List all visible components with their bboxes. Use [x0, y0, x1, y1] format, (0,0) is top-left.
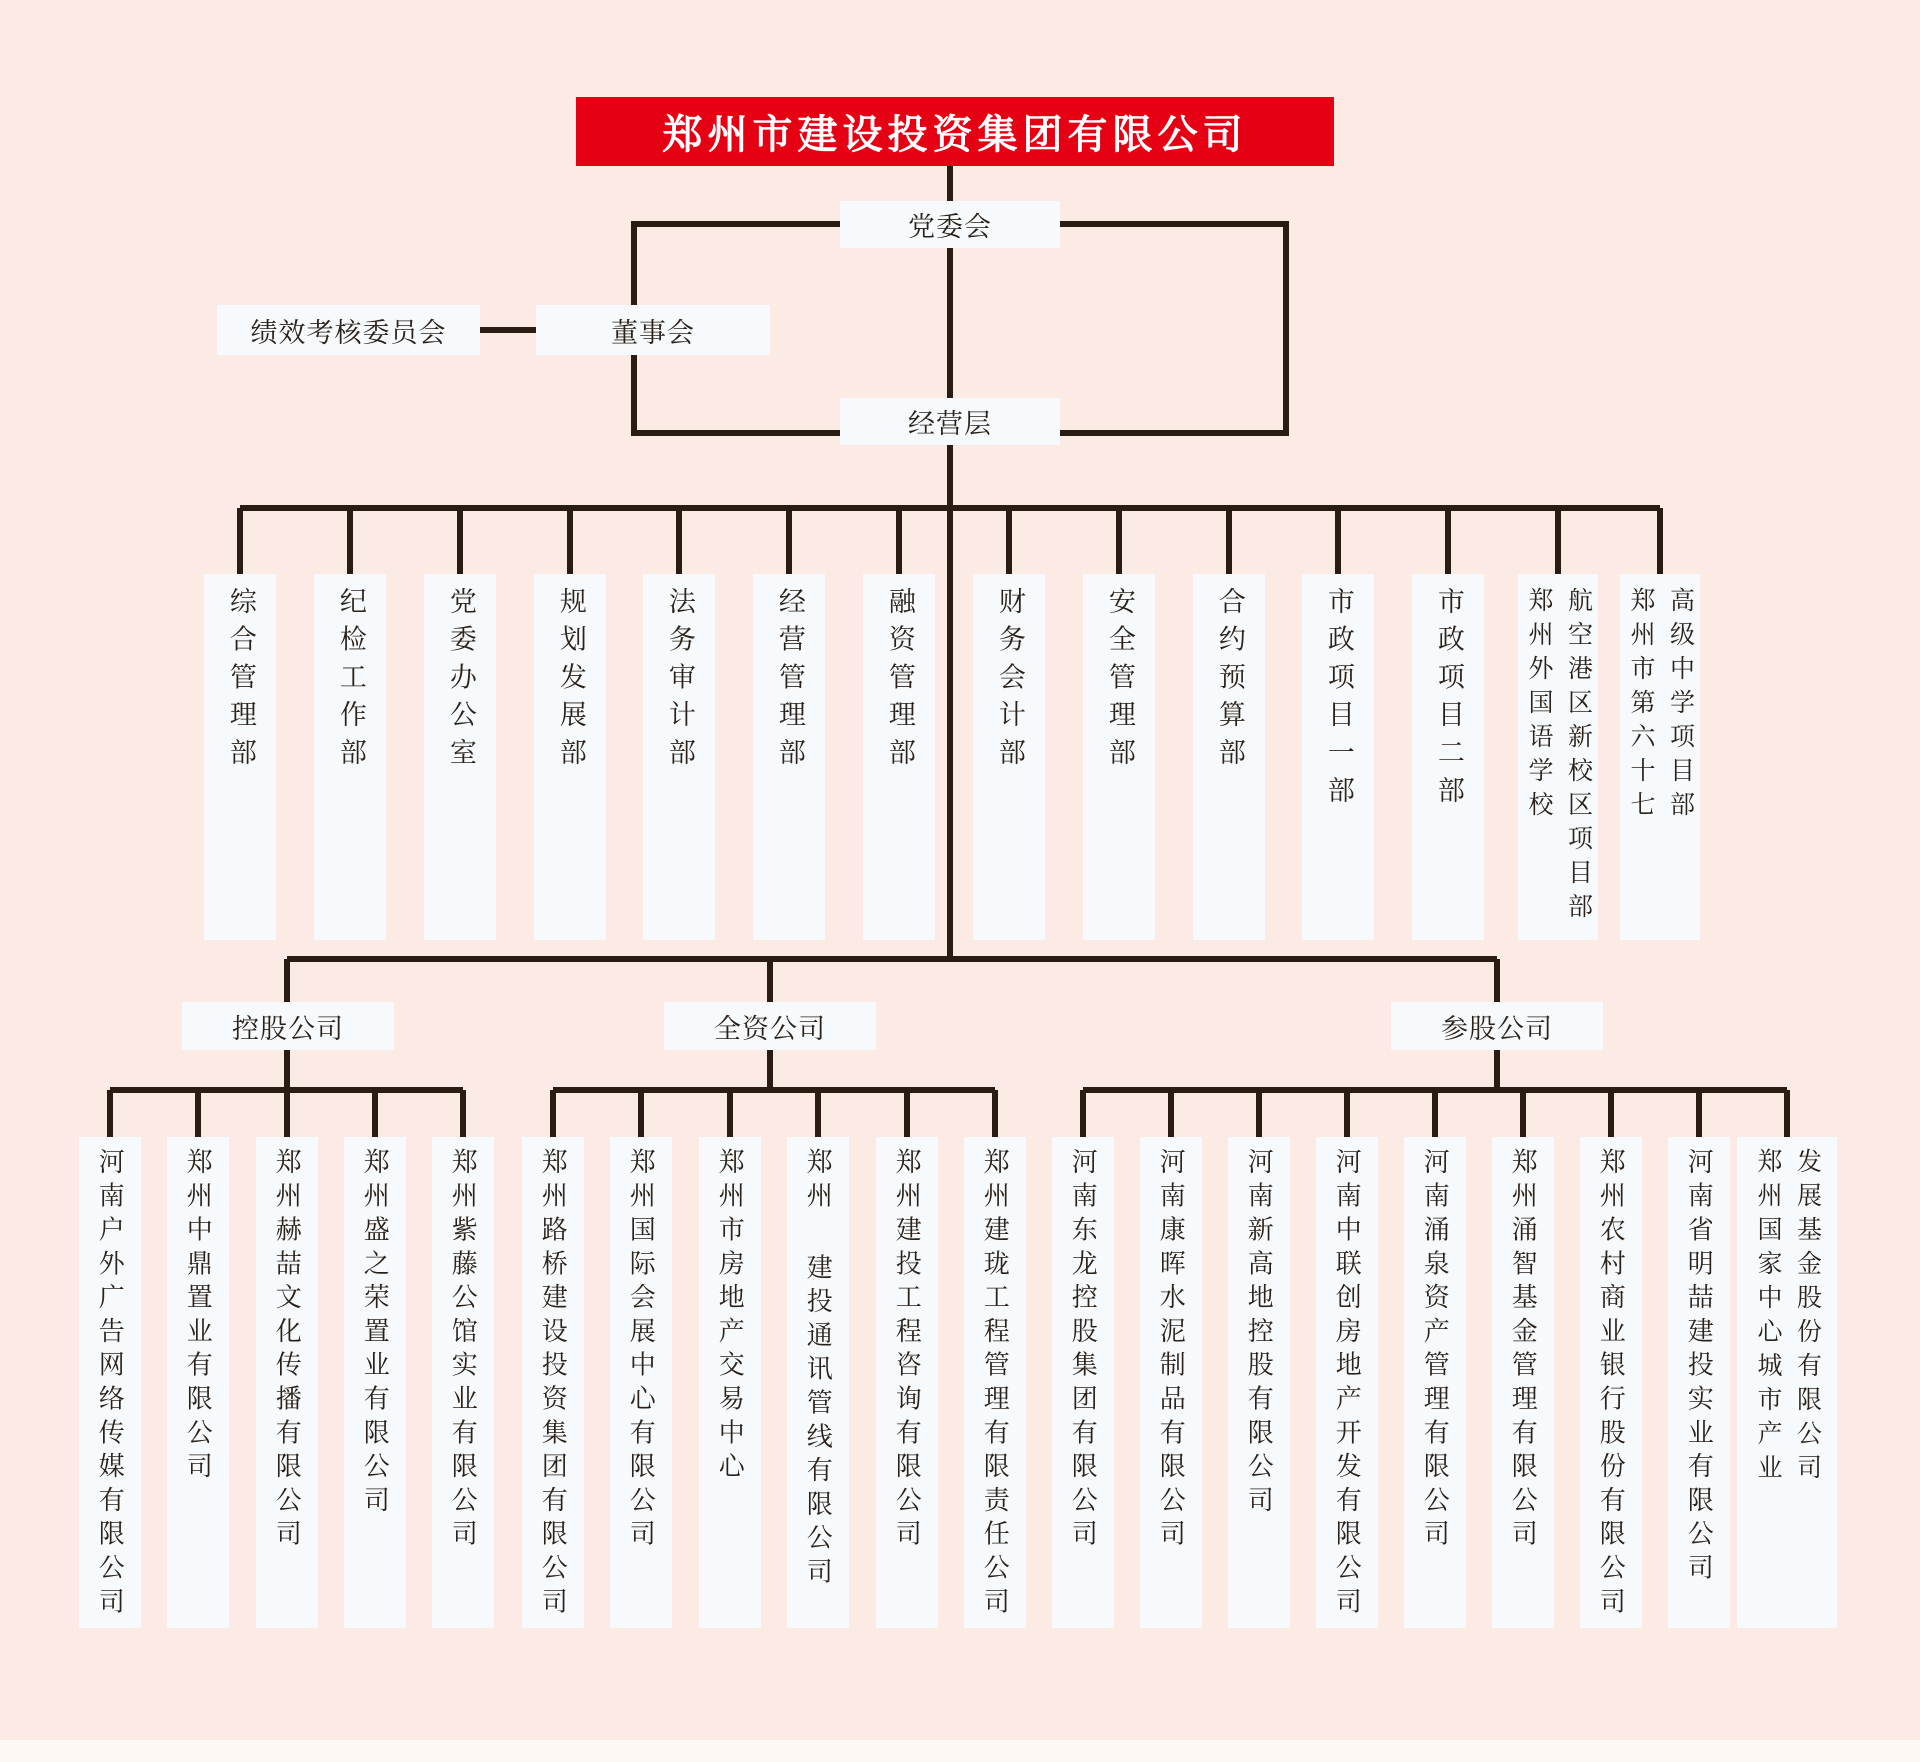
party-committee-label: 党委会 — [908, 212, 992, 242]
department-label: 规划发展部 — [555, 587, 586, 776]
wholly-owned-company-node-6 — [964, 1137, 1026, 1628]
wholly-owned-company-node-5 — [876, 1137, 938, 1628]
department-label: 合约预算部 — [1214, 587, 1245, 776]
holding-company-node-3 — [256, 1137, 318, 1628]
department-node-7 — [863, 574, 935, 940]
equity-company-node-8 — [1668, 1137, 1730, 1628]
company-label: 河南省明喆建投实业有限公司 — [1684, 1148, 1715, 1588]
holding-company-node-1 — [79, 1137, 141, 1628]
board-label: 董事会 — [611, 317, 695, 348]
department-label: 安全管理部 — [1104, 587, 1135, 776]
node-management — [840, 398, 1060, 445]
equity-company-node-7 — [1580, 1137, 1642, 1628]
group-label: 控股公司 — [232, 1013, 344, 1044]
department-label: 市政项目一部 — [1323, 587, 1354, 814]
company-label: 河南康晖水泥制品有限公司 — [1156, 1148, 1187, 1554]
company-label: 河南中联创房地产开发有限公司 — [1332, 1148, 1363, 1622]
performance-committee-label: 绩效考核委员会 — [250, 317, 447, 348]
company-label: 郑州国家中心城市产业 — [1754, 1148, 1782, 1488]
root-banner-label: 郑州市建设投资集团有限公司 — [662, 113, 1248, 157]
company-label: 郑州国际会展中心有限公司 — [626, 1148, 657, 1554]
equity-company-node-1 — [1052, 1137, 1114, 1628]
wholly-owned-company-node-2 — [610, 1137, 672, 1628]
equity-company-node-9 — [1737, 1137, 1837, 1628]
department-node-1 — [204, 574, 276, 940]
holding-company-node-2 — [167, 1137, 229, 1628]
group-label-holding — [182, 1002, 394, 1050]
company-label: 郑州农村商业银行股份有限公司 — [1596, 1148, 1627, 1622]
department-node-4 — [534, 574, 606, 940]
department-label: 法务审计部 — [664, 587, 695, 776]
department-label: 经营管理部 — [774, 587, 805, 776]
department-node-5 — [643, 574, 715, 940]
holding-company-node-5 — [432, 1137, 494, 1628]
node-party-committee — [840, 201, 1060, 248]
equity-company-node-4 — [1316, 1137, 1378, 1628]
company-label: 郑州路桥建设投资集团有限公司 — [538, 1148, 569, 1622]
company-label: 河南涌泉资产管理有限公司 — [1420, 1148, 1451, 1554]
company-label: 河南新高地控股有限公司 — [1244, 1148, 1275, 1520]
management-label: 经营层 — [908, 409, 992, 439]
company-label: 郑州涌智基金管理有限公司 — [1508, 1148, 1539, 1554]
department-label: 郑州外国语学校 — [1525, 587, 1553, 825]
node-board — [536, 305, 770, 355]
department-node-2 — [314, 574, 386, 940]
department-label: 财务会计部 — [994, 587, 1025, 776]
company-label: 郑州赫喆文化传播有限公司 — [272, 1148, 303, 1554]
group-label: 参股公司 — [1441, 1013, 1553, 1044]
company-label: 河南户外广告网络传媒有限公司 — [95, 1148, 126, 1622]
department-node-10 — [1193, 574, 1265, 940]
department-node-12 — [1412, 574, 1484, 940]
equity-company-node-5 — [1404, 1137, 1466, 1628]
department-node-9 — [1083, 574, 1155, 940]
group-label-wholly-owned — [664, 1002, 876, 1050]
group-stub-lines — [287, 959, 1497, 1090]
group-label-equity — [1391, 1002, 1603, 1050]
department-label: 高级中学项目部 — [1666, 587, 1695, 825]
company-label: 河南东龙控股集团有限公司 — [1068, 1148, 1099, 1554]
wholly-owned-company-node-1 — [522, 1137, 584, 1628]
department-label: 党委办公室 — [445, 587, 476, 776]
company-label: 郑州建投工程咨询有限公司 — [892, 1148, 923, 1554]
department-node-11 — [1302, 574, 1374, 940]
department-node-6 — [753, 574, 825, 940]
department-label: 航空港区新校区项目部 — [1564, 587, 1593, 927]
equity-company-node-2 — [1140, 1137, 1202, 1628]
holding-company-node-4 — [344, 1137, 406, 1628]
department-label: 市政项目二部 — [1433, 587, 1464, 814]
company-label: 郑州紫藤公馆实业有限公司 — [448, 1148, 479, 1554]
company-label: 郑州中鼎置业有限公司 — [183, 1148, 214, 1486]
company-label: 郑州建珑工程管理有限责任公司 — [980, 1148, 1011, 1622]
equity-company-node-3 — [1228, 1137, 1290, 1628]
department-node-13 — [1518, 574, 1598, 940]
department-node-14 — [1620, 574, 1700, 940]
wholly-owned-company-node-4 — [787, 1137, 849, 1628]
node-performance-committee — [217, 305, 480, 355]
department-label: 融资管理部 — [884, 587, 915, 776]
department-label: 纪检工作部 — [335, 587, 366, 776]
wholly-owned-company-node-3 — [699, 1137, 761, 1628]
root-banner — [576, 97, 1334, 166]
child-stub-lines — [110, 1090, 1787, 1137]
company-label: 郑州盛之荣置业有限公司 — [360, 1148, 391, 1520]
bottom-margin-strip — [0, 1740, 1920, 1762]
department-label: 郑州市第六十七 — [1627, 587, 1655, 825]
company-label: 郑州 建投通讯管线有限公司 — [803, 1148, 834, 1592]
company-label: 发展基金股份有限公司 — [1793, 1148, 1822, 1488]
group-label: 全资公司 — [714, 1013, 826, 1044]
department-node-3 — [424, 574, 496, 940]
equity-company-node-6 — [1492, 1137, 1554, 1628]
company-label: 郑州市房地产交易中心 — [715, 1148, 746, 1486]
department-label: 综合管理部 — [225, 587, 256, 776]
department-node-8 — [973, 574, 1045, 940]
